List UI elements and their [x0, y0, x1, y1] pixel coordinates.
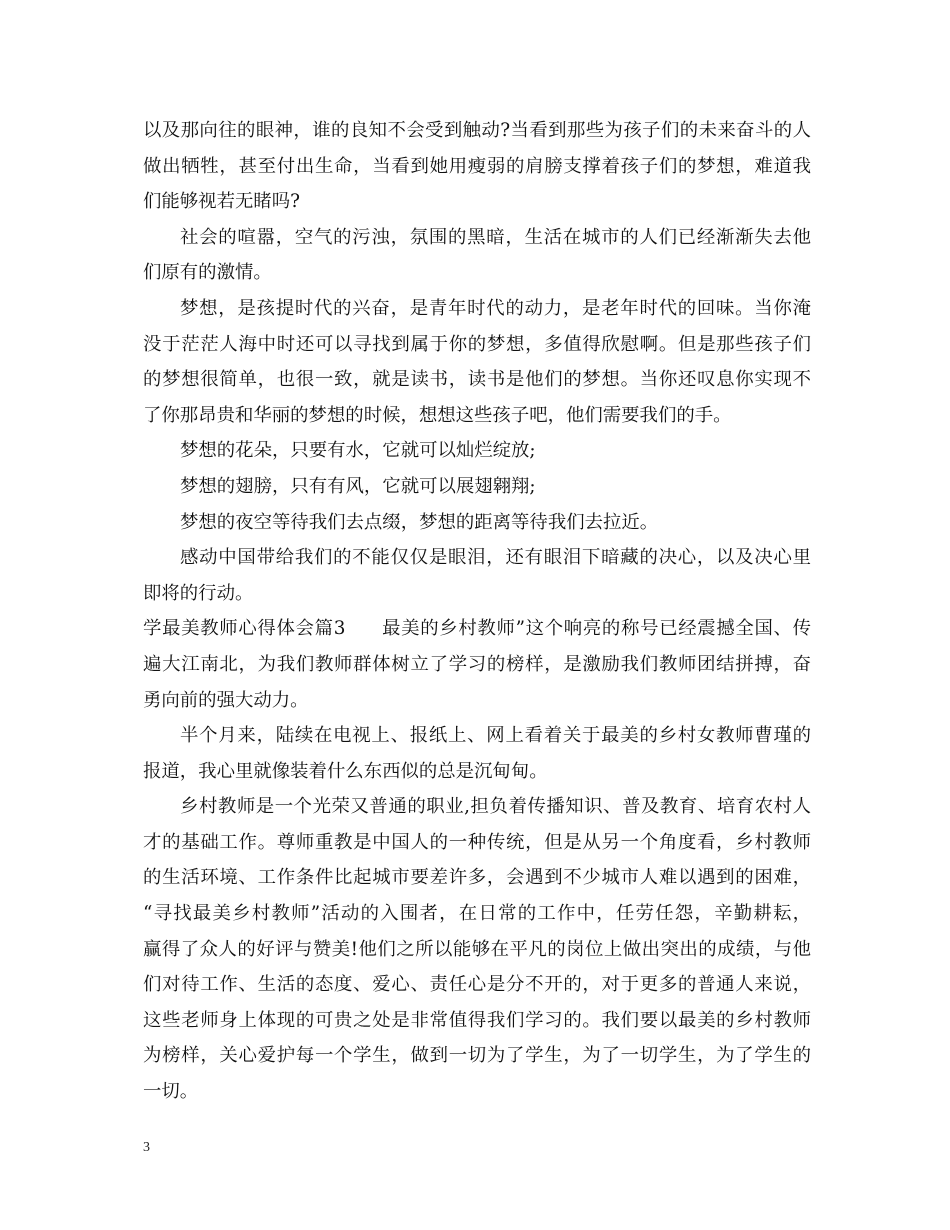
- text-line: 没于茫茫人海中时还可以寻找到属于你的梦想，多值得欣慰啊。但是那些孩子们: [143, 333, 811, 355]
- section-heading: 学最美教师心得体会篇3: [143, 618, 346, 640]
- text-line: 们能够视若无睹吗?: [143, 191, 300, 213]
- paragraph-first-line: 社会的喧嚣，空气的污浊，氛围的黑暗，生活在城市的人们已经渐渐失去他: [180, 226, 811, 248]
- text-line: 这些老师身上体现的可贵之处是非常值得我们学习的。我们要以最美的乡村教师: [143, 1009, 811, 1031]
- section-heading-line: [143, 611, 811, 647]
- text-line: “寻找最美乡村教师”活动的入围者，在日常的工作中，任劳任怨，辛勤耕耘，: [143, 903, 811, 925]
- text-line: 们原有的激情。: [143, 262, 272, 284]
- text-line: 才的基础工作。尊师重教是中国人的一种传统，但是从另一个角度看，乡村教师: [143, 831, 811, 853]
- text-line: 做出牺牲，甚至付出生命，当看到她用瘦弱的肩膀支撑着孩子们的梦想，难道我: [143, 155, 811, 177]
- text-line: 赢得了众人的好评与赞美!他们之所以能够在平凡的岗位上做出突出的成绩，与他: [143, 938, 811, 960]
- paragraph-first-line: 梦想的夜空等待我们去点缀，梦想的距离等待我们去拉近。: [180, 511, 659, 533]
- text-line: 为榜样，关心爱护每一个学生，做到一切为了学生，为了一切学生，为了学生的: [143, 1045, 811, 1067]
- text-line: 勇向前的强大动力。: [143, 689, 309, 711]
- paragraph-first-line: 半个月来，陆续在电视上、报纸上、网上看着关于最美的乡村女教师曹瑾的: [180, 725, 811, 747]
- text-line: 报道，我心里就像装着什么东西似的总是沉甸甸。: [143, 760, 548, 782]
- text-line: 遍大江南北，为我们教师群体树立了学习的榜样，是激励我们教师团结拼搏，奋: [143, 653, 811, 675]
- paragraph-first-line: 感动中国带给我们的不能仅仅是眼泪，还有眼泪下暗藏的决心，以及决心里: [180, 547, 811, 569]
- page-number: 3: [143, 1140, 150, 1155]
- paragraph-first-line: 乡村教师是一个光荣又普通的职业,担负着传播知识、普及教育、培育农村人: [180, 796, 811, 818]
- text-line: 即将的行动。: [143, 582, 254, 604]
- paragraph-first-line: 梦想，是孩提时代的兴奋，是青年时代的动力，是老年时代的回味。当你淹: [180, 297, 811, 319]
- text-line: 以及那向往的眼神，谁的良知不会受到触动?当看到那些为孩子们的未来奋斗的人: [143, 120, 811, 141]
- paragraph-first-line: 梦想的翅膀，只有有风，它就可以展翅翱翔;: [180, 475, 536, 497]
- text-line: 的生活环境、工作条件比起城市要差许多，会遇到不少城市人难以遇到的困难，: [143, 867, 811, 889]
- paragraph-first-line: 梦想的花朵，只要有水，它就可以灿烂绽放;: [180, 440, 536, 462]
- text-line: 了你那昂贵和华丽的梦想的时候，想想这些孩子吧，他们需要我们的手。: [143, 404, 732, 426]
- text-line: 一切。: [143, 1081, 199, 1103]
- section-first-line: 最美的乡村教师”这个响亮的称号已经震撼全国、传: [381, 618, 812, 640]
- document-body: [143, 113, 811, 1110]
- text-line: 的梦想很简单，也很一致，就是读书，读书是他们的梦想。当你还叹息你实现不: [143, 369, 811, 391]
- text-line: 们对待工作、生活的态度、爱心、责任心是分不开的，对于更多的普通人来说，: [143, 974, 811, 996]
